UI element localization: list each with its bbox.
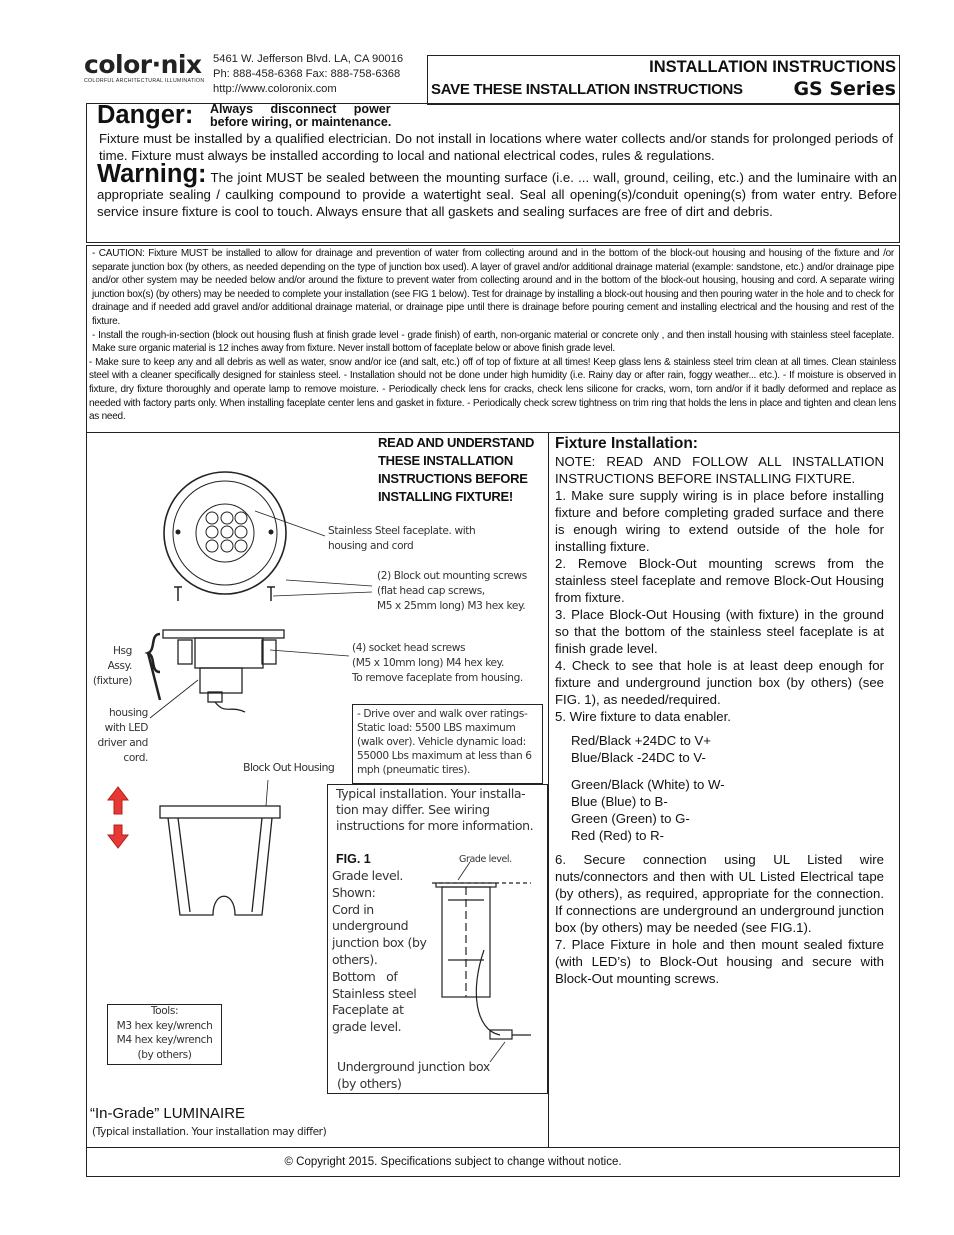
fig1-notes bbox=[332, 868, 427, 1036]
faceplate-label-2: housing and cord bbox=[328, 540, 414, 552]
screws-label bbox=[377, 569, 527, 614]
block-out-label: Block Out Housing bbox=[243, 761, 335, 774]
tools-m4: M4 hex key/wrench bbox=[116, 1034, 213, 1046]
fig1-note-9: Faceplate at bbox=[332, 1002, 404, 1018]
step-2: 2. Remove Block-Out mounting screws from the stainless steel faceplate and remove Block-Out Housing from fixture. bbox=[555, 556, 884, 605]
caution-p1: - CAUTION: Fixture MUST be installed to allow for drainage and prevention of water from collecting around and in the bottom of the block-out housing and housing of the fixture and /or separate junction box (by others, as needed depending on the type of junction box used). A layer of gravel and/or additional drainage material (example: sandstone, etc.) and/or drainage pipe and/or other system may be needed below and/or around the fixture to prevent water from collecting around and in the bottom of the block-out housing, housing and cord. A separate wiring junction box(s) (by others) may be needed to complete your installation (see FIG 1 below). Test for drainage by installing a block-out housing and then pouring water in the hole and to check for drainage and if needed add gravel and/or additional drainage material, or drainage pipe until there is drainage before pouring cement and installing electrical and the housing and rest of the fixture. bbox=[92, 248, 894, 327]
warning-heading: Warning: bbox=[97, 160, 207, 188]
junction-label-1: Underground junction box bbox=[337, 1059, 490, 1074]
housing-label-3: driver and bbox=[97, 737, 148, 749]
caution-p2: - Install the rough-in-section (block out housing flush at finish grade level - grade finish) of earth, non-organic material or concrete only , and then install housing with stainless steel faceplate. Make sure organic material is 12 inches away from fixture. Never install bottom of faceplate below or above finish grade level. bbox=[92, 329, 894, 355]
wiring-list-b bbox=[571, 776, 884, 844]
hsg-bracket-icon bbox=[148, 634, 160, 700]
hsg-label-2: Assy. bbox=[107, 660, 132, 672]
fig1-note-10: grade level. bbox=[332, 1019, 402, 1035]
screws-label-3: M5 x 25mm long) M3 hex key. bbox=[377, 600, 526, 612]
tools-by-others: (by others) bbox=[137, 1048, 192, 1061]
danger-power-line-2: before wiring, or maintenance. bbox=[210, 115, 392, 129]
drive-line-2: Static load: 5500 LBS maximum bbox=[357, 722, 516, 734]
socket-label bbox=[352, 641, 523, 686]
housing-label-1: housing bbox=[108, 707, 148, 719]
step-3: 3. Place Block-Out Housing (with fixture) in the ground so that the bottom of the stainless steel faceplate is at finish grade level. bbox=[555, 607, 884, 656]
junction-box-label bbox=[337, 1059, 490, 1092]
wiring-list-a bbox=[571, 732, 884, 766]
typical-line-2: tion may differ. See wiring bbox=[336, 802, 490, 817]
junction-label-2: (by others) bbox=[337, 1075, 402, 1091]
wire-6: Red (Red) to R- bbox=[571, 828, 665, 843]
faceplate-label-1: Stainless Steel faceplate. with bbox=[328, 525, 476, 537]
hsg-label bbox=[90, 644, 132, 689]
fixture-installation bbox=[555, 434, 884, 987]
footer-copyright: © Copyright 2015. Specifications subject to change without notice. bbox=[284, 1156, 622, 1168]
fixture-title: Fixture Installation: bbox=[555, 435, 698, 452]
down-arrow-icon bbox=[108, 825, 128, 848]
drive-line-5: mph (pneumatic tires). bbox=[357, 764, 470, 776]
danger-heading: Danger: bbox=[97, 101, 194, 129]
step-1: 1. Make sure supply wiring is in place before installing fixture and before completing graded surface and there is enough wiring to extend outside of the hole for installing fixture. bbox=[555, 488, 884, 554]
read-line-4: INSTALLING FIXTURE! bbox=[378, 489, 513, 504]
up-arrow-icon bbox=[108, 787, 128, 814]
socket-label-1: (4) socket head screws bbox=[352, 642, 466, 654]
danger-text: Fixture must be installed by a qualified electrician. Do not install in locations where water collects and/or stands for prolonged periods of time. Fixture must always be installed according to local and national electrical codes, rules & regulations. bbox=[99, 131, 893, 163]
housing-label-4: cord. bbox=[123, 752, 148, 764]
wire-3: Green/Black (White) to W- bbox=[571, 777, 725, 792]
step-5: 5. Wire fixture to data enabler. bbox=[555, 709, 731, 724]
fig1-note-6: others). bbox=[332, 951, 378, 967]
doc-title: INSTALLATION INSTRUCTIONS bbox=[649, 58, 896, 76]
ingrade-title: “In-Grade” LUMINAIRE bbox=[90, 1105, 246, 1122]
hsg-label-1: Hsg bbox=[112, 645, 132, 657]
drive-line-1: - Drive over and walk over ratings- bbox=[357, 708, 528, 720]
step-6: 6. Secure connection using UL Listed wire nuts/connectors and then with UL Listed Electrical tape (by others), as required, appropriate for the connection. If connections are underground an underground junction box (by others) may be needed (see FIG.1). bbox=[555, 852, 884, 935]
led-cluster-icon bbox=[206, 512, 247, 552]
faceplate-label bbox=[328, 524, 475, 554]
step-7: 7. Place Fixture in hole and then mount sealed fixture (with LED’s) to Block-Out housing and secure with Block-Out mounting screws. bbox=[555, 937, 884, 986]
save-notice: SAVE THESE INSTALLATION INSTRUCTIONS bbox=[431, 81, 743, 98]
fixture-note: NOTE: READ AND FOLLOW ALL INSTALLATION INSTRUCTIONS BEFORE INSTALLING FIXTURE. bbox=[555, 454, 884, 486]
warning-text: The joint MUST be sealed between the mounting surface (i.e. ... wall, ground, ceiling, etc.) and the luminaire with an appropriate sealing / caulking compound to provide a watertight seal. Seal all opening(s)/conduit opening(s) from water entry. Before service insure fixture is cool to touch. Always ensure that all gaskets and sealing surfaces are free of dirt and debris. bbox=[97, 170, 897, 219]
read-line-2: THESE INSTALLATION bbox=[378, 453, 513, 468]
tools-title: Tools: bbox=[150, 1005, 179, 1017]
series-name: GS Series bbox=[793, 78, 896, 100]
fig1-note-5: junction box (by bbox=[332, 935, 427, 951]
fig1-note-1: Grade level. bbox=[332, 868, 403, 883]
fig1-grade-label: Grade level. bbox=[459, 854, 512, 865]
wire-2: Blue/Black -24DC to V- bbox=[571, 750, 706, 765]
hsg-label-3: (fixture) bbox=[92, 675, 132, 687]
socket-label-2: (M5 x 10mm long) M4 hex key. bbox=[352, 657, 504, 669]
screw-hole-right-icon bbox=[269, 530, 274, 535]
tools-text bbox=[107, 1004, 222, 1062]
ingrade-subtitle: (Typical installation. Your installation may differ) bbox=[92, 1126, 327, 1138]
screws-label-2: (flat head cap screws, bbox=[377, 585, 485, 597]
housing-label bbox=[88, 706, 148, 766]
wire-1: Red/Black +24DC to V+ bbox=[571, 733, 712, 748]
brand-tagline: COLORFUL ARCHITECTURAL ILLUMINATION bbox=[84, 78, 205, 84]
socket-label-3: To remove faceplate from housing. bbox=[352, 672, 523, 684]
drive-line-4: 55000 Lbs maximum at less than 6 bbox=[357, 750, 532, 762]
caution-p3: - Make sure to keep any and all debris as well as water, snow and/or ice (and salt, etc.) off of top of fixture at all times! Keep glass lens & stainless steel trim clean at all times. Clean stainless steel with a cleaner specifically designed for stainless steel. - Installation should not be done under high humidity (i.e. Rainy day or after rain, foggy weather... etc.). - If moisture is observed in fixture, dry fixture thoroughly and operate lamp to remove moisture. - Periodically check lens for cracks, check lens silicone for cracks, worn, torn and/or if it badly deformed and replace as needed with factory parts only. When installing faceplate center lens and gasket in fixture. - Periodically check screw tightness on trim ring that holds the lens in place and tighten and clean lens as need. bbox=[89, 356, 896, 423]
fig1-note-3: Cord in bbox=[332, 901, 374, 917]
faceplate-outer-icon bbox=[164, 472, 286, 594]
housing-label-2: with LED bbox=[104, 722, 148, 734]
phone-line: Ph: 888-458-6368 Fax: 888-758-6368 bbox=[213, 68, 401, 80]
read-line-3: INSTRUCTIONS BEFORE bbox=[378, 471, 528, 486]
fig1-note-4: underground bbox=[332, 918, 409, 934]
typical-line-1: Typical installation. Your installa- bbox=[336, 786, 526, 801]
read-line-1: READ AND UNDERSTAND bbox=[378, 435, 535, 450]
address-line: 5461 W. Jefferson Blvd. LA, CA 90016 bbox=[213, 53, 404, 65]
typical-note bbox=[336, 786, 533, 834]
fig1-note-2: Shown: bbox=[332, 884, 376, 900]
fig1-title: FIG. 1 bbox=[336, 852, 371, 866]
drive-line-3: (walk over). Vehicle dynamic load: bbox=[357, 736, 526, 748]
brand-name: color·nix bbox=[84, 50, 202, 79]
fig1-note-8: Stainless steel bbox=[332, 985, 417, 1001]
wire-4: Blue (Blue) to B- bbox=[571, 794, 668, 809]
fig1-note-7: Bottom of bbox=[332, 968, 398, 984]
screw-hole-left-icon bbox=[176, 530, 181, 535]
faceplate-ring-icon bbox=[173, 481, 277, 585]
block-out-housing-icon bbox=[160, 806, 280, 915]
screws-label-1: (2) Block out mounting screws bbox=[377, 570, 527, 582]
website-link[interactable]: http://www.coloronix.com bbox=[213, 83, 337, 95]
typical-line-3: instructions for more information. bbox=[336, 818, 534, 833]
wire-5: Green (Green) to G- bbox=[571, 811, 690, 826]
tools-m3: M3 hex key/wrench bbox=[116, 1019, 213, 1032]
danger-power-line-1: Always disconnect power bbox=[210, 102, 391, 116]
housing-assembly-icon bbox=[163, 630, 284, 712]
drive-over-text bbox=[357, 707, 532, 777]
step-4: 4. Check to see that hole is at least deep enough for fixture and underground junction box (by others) (see FIG. 1), as needed/required. bbox=[555, 658, 884, 707]
